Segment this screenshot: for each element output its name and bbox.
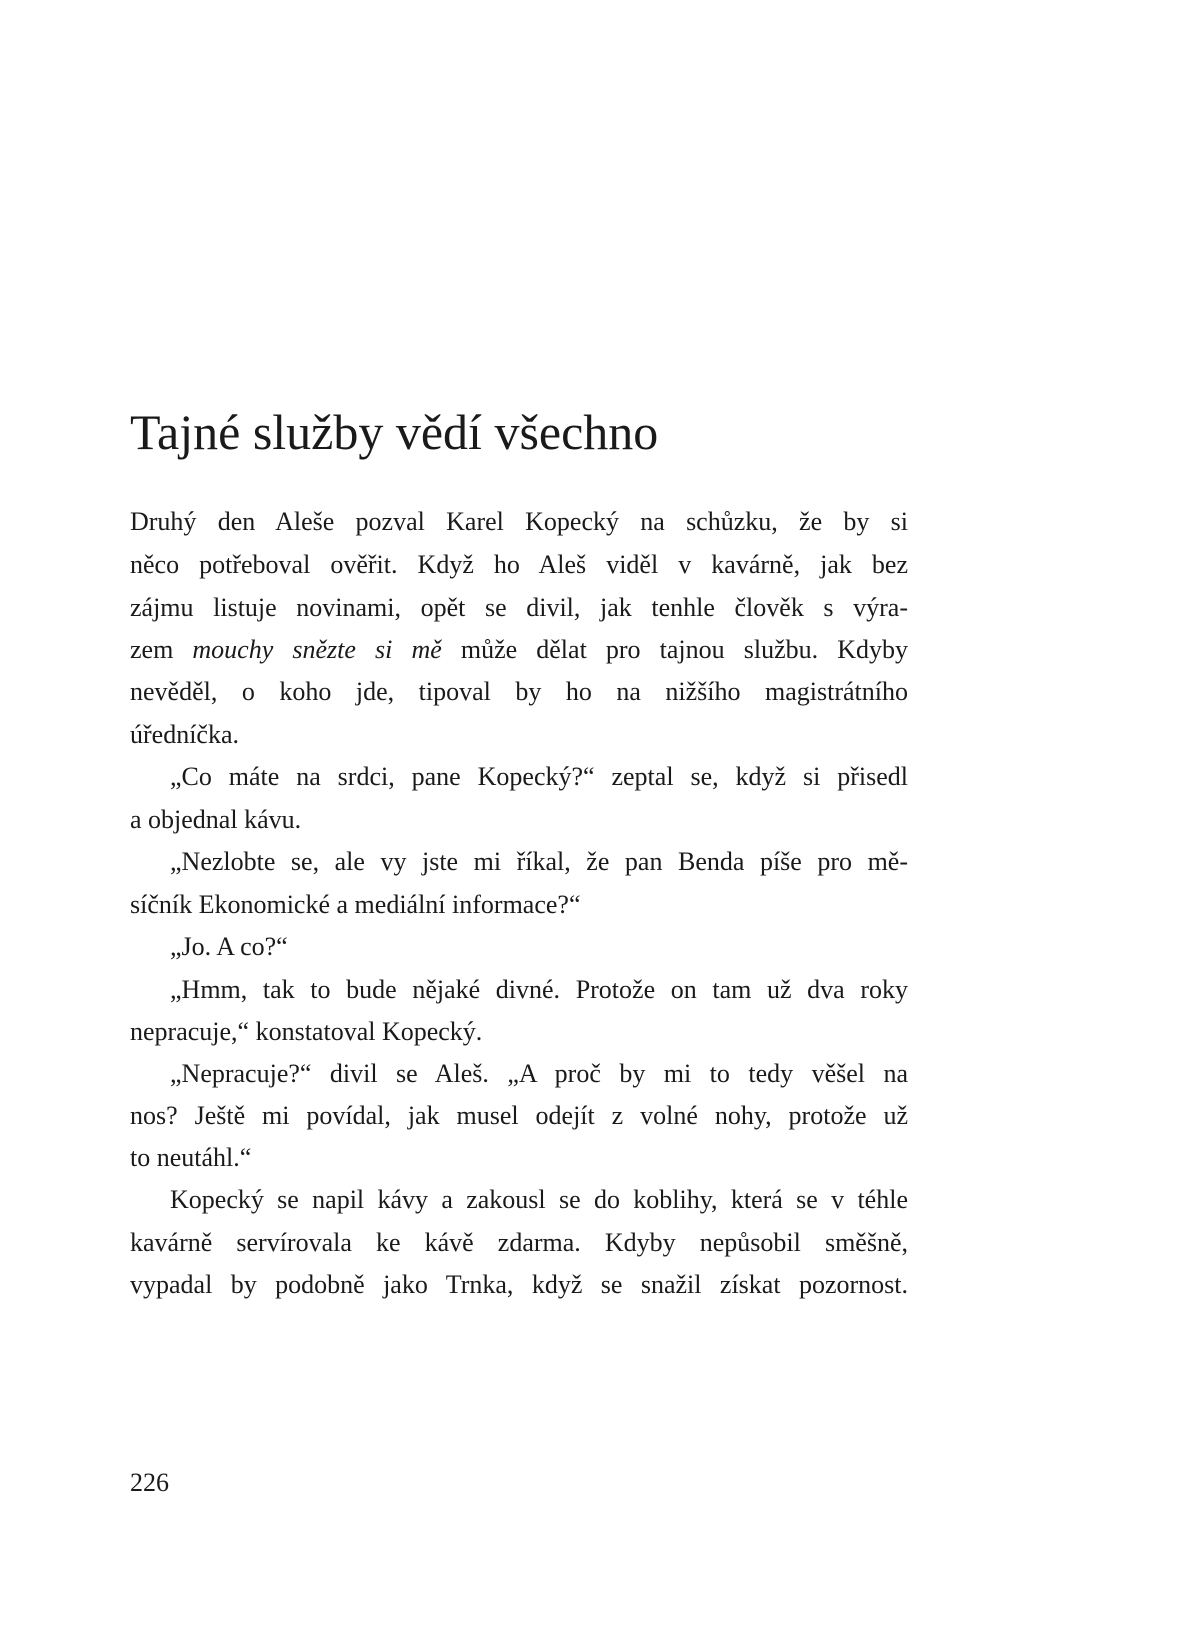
text-line: Druhý den Aleše pozval Karel Kopecký na schůzku, že by si — [130, 507, 908, 536]
text-line: „Jo. A co?“ — [170, 932, 288, 961]
text-line: kavárně servírovala ke kávě zdarma. Kdyby nepůsobil směšně, — [130, 1228, 908, 1257]
italic-phrase: mouchy snězte si mě — [192, 635, 442, 664]
text-line — [130, 629, 908, 671]
text-line: nos? Ještě mi povídal, jak musel odejít z volné nohy, protože už — [130, 1101, 908, 1130]
text-line: nepracuje,“ konstatoval Kopecký. — [130, 1017, 483, 1046]
page-number: 226 — [130, 1468, 169, 1497]
text-line: vypadal by podobně jako Trnka, když se snažil získat pozornost. — [130, 1270, 908, 1299]
text-line: a objednal kávu. — [130, 805, 302, 834]
chapter-title: Tajné služby vědí všechno — [130, 404, 659, 460]
text-line: „Hmm, tak to bude nějaké divné. Protože on tam už dva roky — [170, 975, 908, 1004]
text-line: úředníčka. — [130, 720, 240, 749]
text-segment: zem — [130, 635, 193, 664]
text-line: „Co máte na srdci, pane Kopecký?“ zeptal se, když si přisedl — [170, 762, 908, 791]
text-line: „Nezlobte se, ale vy jste mi říkal, že pan Benda píše pro mě- — [170, 847, 908, 876]
text-line: síčník Ekonomické a mediální informace?“ — [130, 890, 581, 919]
text-line: Kopecký se napil kávy a zakousl se do koblihy, která se v téhle — [170, 1185, 908, 1214]
text-line: „Nepracuje?“ divil se Aleš. „A proč by mi to tedy věšel na — [170, 1059, 908, 1088]
text-line: zájmu listuje novinami, opět se divil, jak tenhle člověk s výra- — [130, 593, 908, 622]
text-line: něco potřeboval ověřit. Když ho Aleš viděl v kavárně, jak bez — [130, 550, 908, 579]
text-segment: může dělat pro tajnou službu. Kdyby — [441, 635, 908, 664]
text-line: nevěděl, o koho jde, tipoval by ho na nižšího magistrátního — [130, 677, 908, 706]
text-line: to neutáhl.“ — [130, 1143, 252, 1172]
